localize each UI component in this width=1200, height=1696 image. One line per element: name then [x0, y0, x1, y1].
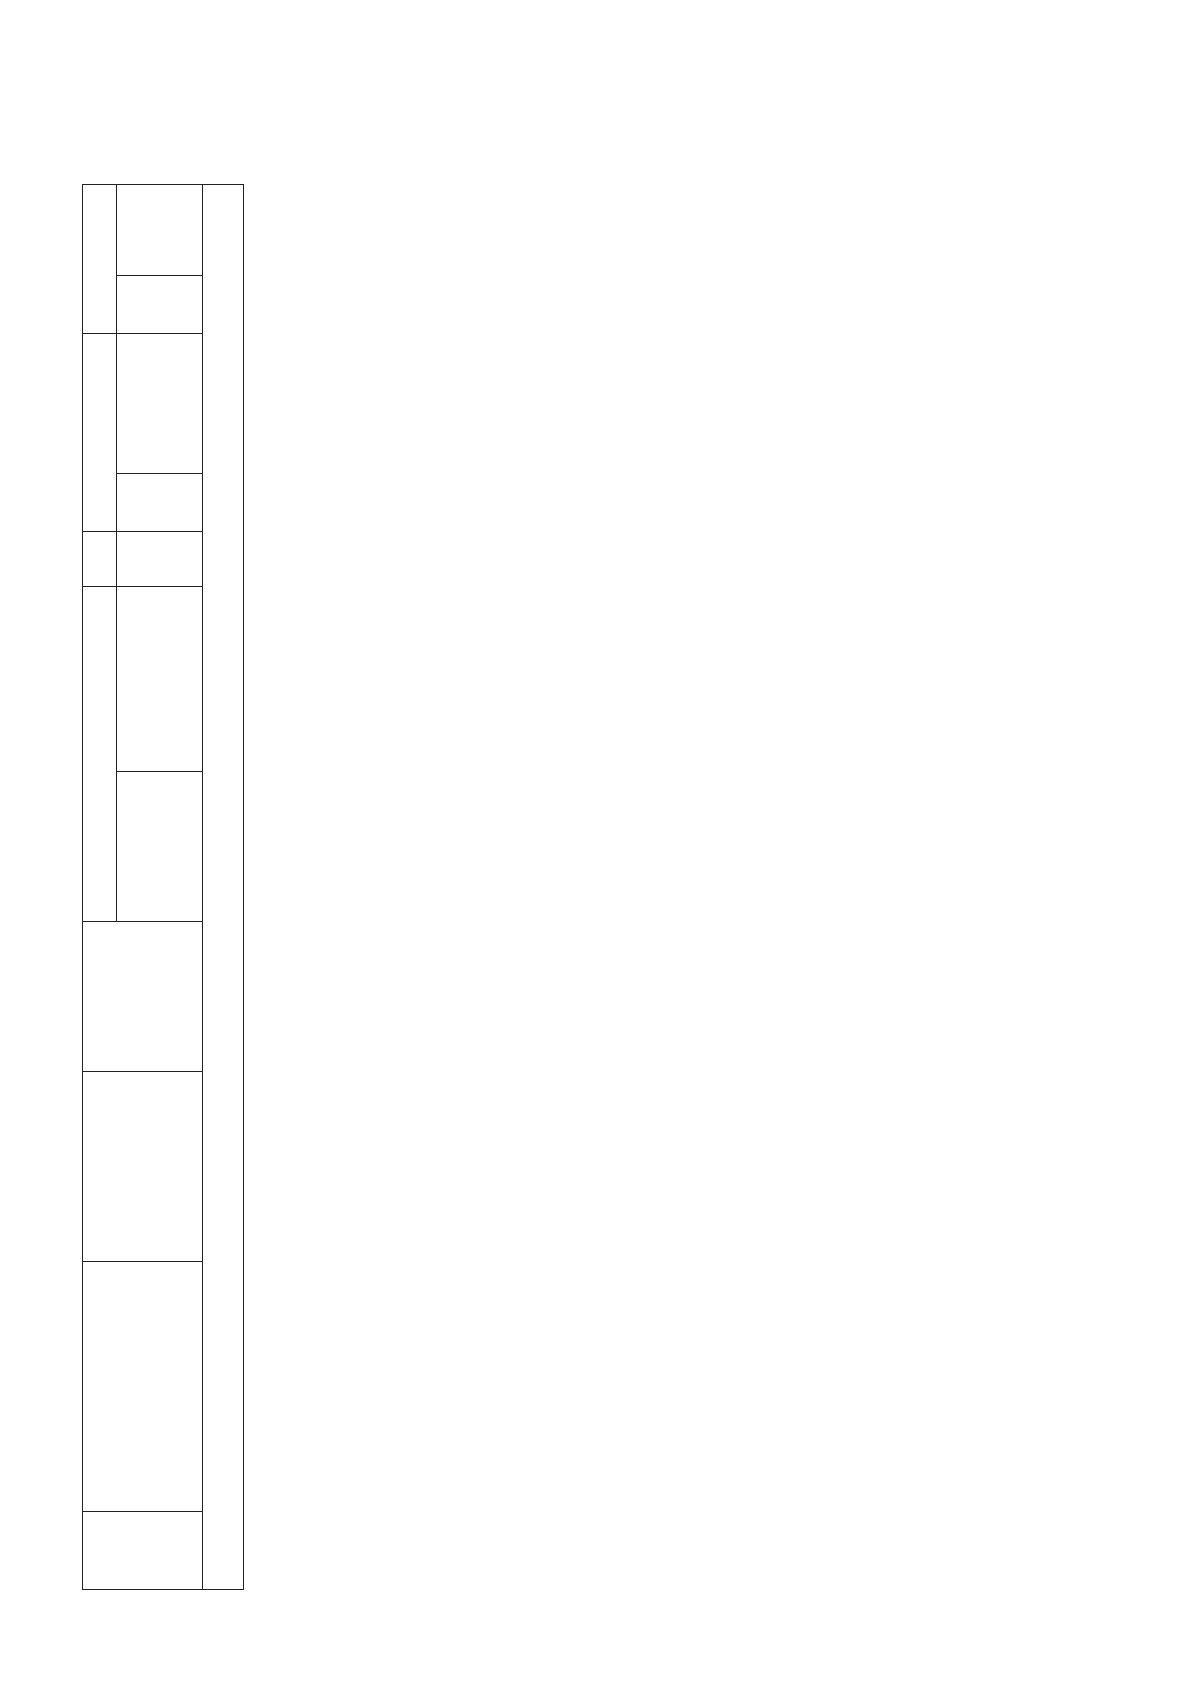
col-emerg-reserve-header — [83, 185, 117, 334]
col-emerg-act-header — [117, 276, 203, 334]
col-tech-act-header — [117, 474, 203, 532]
col-feed-center-header — [83, 587, 117, 922]
col-voltage-header — [83, 532, 117, 587]
rotated-table-container — [82, 185, 1115, 1590]
col-ps-header — [117, 772, 203, 922]
section-title — [203, 185, 244, 1590]
col-name-header — [83, 1262, 203, 1512]
col-tech-reserve-header — [83, 334, 117, 532]
col-emerg-list-header — [117, 185, 203, 276]
col-network-org-header — [83, 1072, 203, 1262]
col-feeder-header — [117, 587, 203, 772]
col-location-header — [83, 922, 203, 1072]
col-num-header — [83, 1512, 203, 1590]
reserve-table — [82, 184, 244, 1590]
col-voltage-sub — [117, 532, 203, 587]
col-tech-list-header — [117, 334, 203, 474]
